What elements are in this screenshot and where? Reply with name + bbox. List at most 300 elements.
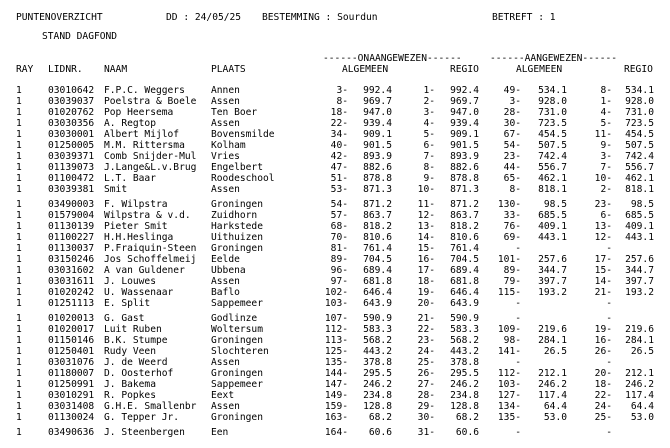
cell-a-gen-rank: -: [515, 313, 521, 324]
cell-name: Jos Schoffelmeij: [104, 254, 197, 265]
cell-a-gen-rank: 8-: [509, 184, 521, 195]
cell-na-gen-rank: 159-: [324, 401, 348, 412]
cell-ray: 1: [16, 96, 22, 107]
cell-name: H.H.Heslinga: [104, 232, 174, 243]
cell-a-gen-rank: 135-: [497, 412, 521, 423]
table-row: [0, 210, 670, 221]
cell-a-reg-score: 26.5: [630, 346, 654, 357]
table-row: [0, 107, 670, 118]
cell-na-reg-score: 969.7: [450, 96, 479, 107]
cell-na-reg-score: 643.9: [450, 298, 479, 309]
cell-ray: 1: [16, 162, 22, 173]
cell-na-reg-rank: 2-: [423, 96, 435, 107]
cell-na-reg-score: 246.2: [450, 379, 479, 390]
cell-na-reg-score: 234.8: [450, 390, 479, 401]
cell-name: U. Wassenaar: [104, 287, 174, 298]
table-row: [0, 254, 670, 265]
cell-place: Sappemeer: [211, 298, 263, 309]
cell-a-gen-score: 818.1: [538, 184, 567, 195]
cell-name: Poelstra & Boele: [104, 96, 197, 107]
table-row: [0, 379, 670, 390]
cell-na-reg-rank: 31-: [417, 427, 435, 438]
cell-ray: 1: [16, 129, 22, 140]
cell-a-gen-score: 53.0: [543, 412, 567, 423]
cell-ray: 1: [16, 346, 22, 357]
cell-a-reg-rank: 16-: [594, 335, 612, 346]
cell-na-reg-rank: 29-: [417, 401, 435, 412]
cell-na-reg-rank: 14-: [417, 232, 435, 243]
cell-a-reg-rank: 5-: [600, 118, 612, 129]
cell-na-gen-rank: 147-: [324, 379, 348, 390]
cell-na-gen-rank: 8-: [336, 96, 348, 107]
cell-a-gen-rank: 127-: [497, 390, 521, 401]
cell-member-no: 03039381: [48, 184, 95, 195]
table-row: [0, 427, 670, 438]
report-title: PUNTENOVERZICHT: [16, 12, 103, 23]
cell-a-gen-score: 117.4: [538, 390, 567, 401]
cell-ray: 1: [16, 368, 22, 379]
cell-member-no: 01100227: [48, 232, 95, 243]
cell-a-reg-rank: 2-: [600, 184, 612, 195]
cell-a-gen-score: 284.1: [538, 335, 567, 346]
cell-na-reg-score: 901.5: [450, 140, 479, 151]
cell-a-gen-rank: 89-: [503, 265, 521, 276]
cell-na-gen-rank: 22-: [330, 118, 348, 129]
cell-na-gen-rank: 144-: [324, 368, 348, 379]
cell-a-reg-rank: 21-: [594, 287, 612, 298]
cell-a-reg-rank: 19-: [594, 324, 612, 335]
cell-place: Assen: [211, 184, 240, 195]
table-row: [0, 129, 670, 140]
cell-a-reg-rank: -: [606, 298, 612, 309]
cell-a-reg-score: 742.4: [625, 151, 654, 162]
cell-a-gen-rank: 28-: [503, 107, 521, 118]
table-row: [0, 401, 670, 412]
cell-a-reg-score: 928.0: [625, 96, 654, 107]
cell-place: Assen: [211, 401, 240, 412]
table-row: [0, 173, 670, 184]
cell-place: Assen: [211, 118, 240, 129]
cell-a-reg-score: 193.2: [625, 287, 654, 298]
cell-member-no: 03150246: [48, 254, 95, 265]
cell-a-reg-score: 117.4: [625, 390, 654, 401]
cell-a-reg-score: 257.6: [625, 254, 654, 265]
cell-ray: 1: [16, 232, 22, 243]
cell-place: Slochteren: [211, 346, 269, 357]
cell-a-reg-rank: -: [606, 243, 612, 254]
cell-place: Groningen: [211, 243, 263, 254]
cell-na-reg-score: 893.9: [450, 151, 479, 162]
cell-na-reg-rank: 27-: [417, 379, 435, 390]
cell-na-reg-score: 443.2: [450, 346, 479, 357]
cell-member-no: 03031408: [48, 401, 95, 412]
cell-name: Comb Snijder-Mul: [104, 151, 197, 162]
cell-name: G. Gast: [104, 313, 145, 324]
cell-a-reg-score: 212.1: [625, 368, 654, 379]
cell-place: Assen: [211, 357, 240, 368]
cell-na-gen-score: 68.2: [368, 412, 392, 423]
cell-na-reg-rank: 17-: [417, 265, 435, 276]
cell-ray: 1: [16, 390, 22, 401]
cell-na-gen-score: 246.2: [363, 379, 392, 390]
cell-na-reg-rank: 25-: [417, 357, 435, 368]
cell-na-gen-rank: 51-: [330, 173, 348, 184]
table-row: [0, 162, 670, 173]
cell-member-no: 03031076: [48, 357, 95, 368]
cell-na-reg-rank: 9-: [423, 173, 435, 184]
cell-na-gen-score: 882.6: [363, 162, 392, 173]
cell-na-reg-score: 128.8: [450, 401, 479, 412]
cell-na-reg-rank: 19-: [417, 287, 435, 298]
cell-na-reg-score: 295.5: [450, 368, 479, 379]
cell-place: Een: [211, 427, 229, 438]
cell-a-gen-rank: 44-: [503, 162, 521, 173]
table-row: [0, 368, 670, 379]
cell-na-gen-score: 643.9: [363, 298, 392, 309]
col-header-name: NAAM: [104, 64, 128, 75]
cell-na-gen-rank: 97-: [330, 276, 348, 287]
cell-name: Luit Ruben: [104, 324, 162, 335]
cell-a-gen-score: 212.1: [538, 368, 567, 379]
cell-a-gen-rank: 49-: [503, 85, 521, 96]
cell-ray: 1: [16, 221, 22, 232]
cell-a-gen-rank: -: [515, 298, 521, 309]
cell-a-gen-score: 246.2: [538, 379, 567, 390]
cell-a-reg-rank: 1-: [600, 96, 612, 107]
cell-na-gen-rank: 34-: [330, 129, 348, 140]
cell-member-no: 01130024: [48, 412, 95, 423]
cell-a-reg-rank: 3-: [600, 151, 612, 162]
cell-member-no: 01020242: [48, 287, 95, 298]
cell-member-no: 01130037: [48, 243, 95, 254]
cell-ray: 1: [16, 210, 22, 221]
cell-na-gen-score: 818.2: [363, 221, 392, 232]
cell-a-reg-rank: -: [606, 313, 612, 324]
cell-ray: 1: [16, 276, 22, 287]
cell-a-reg-rank: 25-: [594, 412, 612, 423]
cell-member-no: 01130139: [48, 221, 95, 232]
cell-na-gen-rank: 47-: [330, 162, 348, 173]
cell-a-reg-score: 344.7: [625, 265, 654, 276]
cell-a-gen-rank: 109-: [497, 324, 521, 335]
cell-a-gen-score: 257.6: [538, 254, 567, 265]
cell-na-gen-rank: 54-: [330, 199, 348, 210]
cell-a-gen-rank: -: [515, 357, 521, 368]
table-row: [0, 390, 670, 401]
col-header-na-general: ALGEMEEN: [342, 64, 389, 75]
cell-a-gen-rank: 115-: [497, 287, 521, 298]
cell-na-gen-score: 378.8: [363, 357, 392, 368]
cell-na-gen-score: 893.9: [363, 151, 392, 162]
cell-na-gen-rank: 125-: [324, 346, 348, 357]
cell-a-gen-rank: 3-: [509, 96, 521, 107]
cell-name: P.Fraiquin-Steen: [104, 243, 197, 254]
cell-na-gen-rank: 3-: [336, 85, 348, 96]
cell-na-gen-score: 947.0: [363, 107, 392, 118]
cell-a-gen-rank: 98-: [503, 335, 521, 346]
cell-ray: 1: [16, 357, 22, 368]
cell-ray: 1: [16, 379, 22, 390]
cell-a-gen-rank: 112-: [497, 368, 521, 379]
cell-ray: 1: [16, 265, 22, 276]
cell-member-no: 01020017: [48, 324, 95, 335]
cell-name: Wilpstra & v.d.: [104, 210, 191, 221]
cell-na-reg-rank: 4-: [423, 118, 435, 129]
cell-ray: 1: [16, 184, 22, 195]
cell-na-gen-score: 909.1: [363, 129, 392, 140]
cell-name: G.H.E. Smallenbr: [104, 401, 197, 412]
cell-place: Bovensmilde: [211, 129, 275, 140]
table-row: [0, 265, 670, 276]
cell-na-reg-score: 939.4: [450, 118, 479, 129]
cell-ray: 1: [16, 427, 22, 438]
cell-na-gen-score: 992.4: [363, 85, 392, 96]
cell-na-gen-rank: 42-: [330, 151, 348, 162]
cell-a-gen-score: 397.7: [538, 276, 567, 287]
table-row: [0, 357, 670, 368]
cell-a-gen-score: 462.1: [538, 173, 567, 184]
cell-na-reg-score: 378.8: [450, 357, 479, 368]
cell-na-gen-rank: 53-: [330, 184, 348, 195]
cell-na-gen-score: 295.5: [363, 368, 392, 379]
cell-a-gen-rank: 101-: [497, 254, 521, 265]
cell-name: J.Lange&L.v.Brug: [104, 162, 197, 173]
cell-na-gen-rank: 81-: [330, 243, 348, 254]
cell-na-gen-rank: 112-: [324, 324, 348, 335]
cell-a-reg-rank: 17-: [594, 254, 612, 265]
table-row: [0, 221, 670, 232]
cell-na-reg-score: 818.2: [450, 221, 479, 232]
cell-na-gen-rank: 57-: [330, 210, 348, 221]
cell-a-gen-rank: 130-: [497, 199, 521, 210]
cell-na-gen-rank: 70-: [330, 232, 348, 243]
cell-name: J. Louwes: [104, 276, 156, 287]
cell-place: Ubbena: [211, 265, 246, 276]
col-header-ray: RAY: [16, 64, 34, 75]
cell-place: Baflo: [211, 287, 240, 298]
cell-a-reg-rank: 11-: [594, 129, 612, 140]
cell-a-gen-score: 26.5: [543, 346, 567, 357]
cell-name: R. Popkes: [104, 390, 156, 401]
cell-na-reg-score: 871.2: [450, 199, 479, 210]
cell-ray: 1: [16, 412, 22, 423]
cell-na-gen-rank: 18-: [330, 107, 348, 118]
cell-na-gen-rank: 149-: [324, 390, 348, 401]
cell-a-reg-rank: 12-: [594, 232, 612, 243]
cell-name: Pop Heersema: [104, 107, 174, 118]
cell-a-gen-rank: 103-: [497, 379, 521, 390]
cell-na-gen-score: 568.2: [363, 335, 392, 346]
cell-ray: 1: [16, 140, 22, 151]
cell-place: Groningen: [211, 199, 263, 210]
cell-a-reg-score: 246.2: [625, 379, 654, 390]
cell-na-reg-score: 810.6: [450, 232, 479, 243]
cell-a-gen-rank: 69-: [503, 232, 521, 243]
cell-name: E. Split: [104, 298, 151, 309]
cell-a-reg-rank: 8-: [600, 85, 612, 96]
cell-place: Eelde: [211, 254, 240, 265]
cell-ray: 1: [16, 173, 22, 184]
cell-na-reg-rank: 18-: [417, 276, 435, 287]
cell-a-reg-score: 556.7: [625, 162, 654, 173]
cell-a-reg-score: 53.0: [630, 412, 654, 423]
cell-member-no: 03030001: [48, 129, 95, 140]
cell-a-gen-score: 731.0: [538, 107, 567, 118]
cell-a-reg-rank: 6-: [600, 210, 612, 221]
table-row: [0, 324, 670, 335]
table-row: [0, 184, 670, 195]
table-row: [0, 287, 670, 298]
cell-a-reg-rank: 10-: [594, 173, 612, 184]
cell-place: Harkstede: [211, 221, 263, 232]
cell-na-gen-rank: 102-: [324, 287, 348, 298]
cell-a-reg-score: 443.1: [625, 232, 654, 243]
table-row: [0, 96, 670, 107]
cell-a-reg-score: 818.1: [625, 184, 654, 195]
group-header-not-designated: ------ONAANGEWEZEN------: [323, 53, 462, 64]
cell-name: Smit: [104, 184, 128, 195]
cell-na-gen-rank: 164-: [324, 427, 348, 438]
cell-na-reg-score: 681.8: [450, 276, 479, 287]
cell-name: B.K. Stumpe: [104, 335, 168, 346]
cell-na-gen-rank: 89-: [330, 254, 348, 265]
cell-a-reg-rank: 23-: [594, 199, 612, 210]
cell-a-gen-score: 685.5: [538, 210, 567, 221]
cell-a-gen-score: 723.5: [538, 118, 567, 129]
cell-na-reg-rank: 23-: [417, 335, 435, 346]
cell-member-no: 03490636: [48, 427, 95, 438]
cell-name: J. de Weerd: [104, 357, 168, 368]
cell-name: A. Regtop: [104, 118, 156, 129]
cell-ray: 1: [16, 85, 22, 96]
cell-na-gen-score: 878.8: [363, 173, 392, 184]
cell-na-reg-score: 909.1: [450, 129, 479, 140]
cell-a-gen-score: 344.7: [538, 265, 567, 276]
cell-na-gen-rank: 103-: [324, 298, 348, 309]
cell-na-reg-rank: 21-: [417, 313, 435, 324]
cell-na-gen-rank: 113-: [324, 335, 348, 346]
table-row: [0, 151, 670, 162]
table-row: [0, 85, 670, 96]
cell-na-reg-score: 761.4: [450, 243, 479, 254]
cell-a-reg-score: 284.1: [625, 335, 654, 346]
cell-a-gen-rank: -: [515, 427, 521, 438]
cell-na-reg-score: 689.4: [450, 265, 479, 276]
cell-na-gen-score: 761.4: [363, 243, 392, 254]
cell-ray: 1: [16, 118, 22, 129]
cell-a-reg-score: 685.5: [625, 210, 654, 221]
cell-na-reg-rank: 10-: [417, 184, 435, 195]
table-row: [0, 412, 670, 423]
cell-place: Godlinze: [211, 313, 258, 324]
cell-na-reg-rank: 1-: [423, 85, 435, 96]
cell-a-reg-score: 534.1: [625, 85, 654, 96]
cell-a-gen-rank: 33-: [503, 210, 521, 221]
cell-na-reg-score: 68.2: [455, 412, 479, 423]
cell-na-gen-rank: 135-: [324, 357, 348, 368]
cell-member-no: 01250991: [48, 379, 95, 390]
cell-ray: 1: [16, 151, 22, 162]
cell-member-no: 01020762: [48, 107, 95, 118]
cell-a-gen-score: 928.0: [538, 96, 567, 107]
cell-a-gen-score: 193.2: [538, 287, 567, 298]
cell-place: Eext: [211, 390, 235, 401]
cell-a-reg-rank: -: [606, 427, 612, 438]
cell-a-gen-rank: 65-: [503, 173, 521, 184]
cell-place: Groningen: [211, 368, 263, 379]
cell-name: M.M. Rittersma: [104, 140, 185, 151]
cell-ray: 1: [16, 199, 22, 210]
cell-na-reg-rank: 8-: [423, 162, 435, 173]
cell-a-gen-rank: 79-: [503, 276, 521, 287]
cell-member-no: 01180007: [48, 368, 95, 379]
cell-a-reg-score: 731.0: [625, 107, 654, 118]
cell-na-reg-rank: 22-: [417, 324, 435, 335]
table-row: [0, 118, 670, 129]
cell-name: F. Wilpstra: [104, 199, 168, 210]
cell-a-reg-score: 219.6: [625, 324, 654, 335]
cell-a-gen-rank: 134-: [497, 401, 521, 412]
cell-member-no: 01020013: [48, 313, 95, 324]
cell-a-reg-rank: 9-: [600, 140, 612, 151]
cell-place: Engelbert: [211, 162, 263, 173]
cell-na-gen-score: 939.4: [363, 118, 392, 129]
table-row: [0, 232, 670, 243]
cell-a-reg-score: 454.5: [625, 129, 654, 140]
cell-na-reg-rank: 13-: [417, 221, 435, 232]
cell-na-gen-rank: 68-: [330, 221, 348, 232]
cell-a-reg-rank: 7-: [600, 162, 612, 173]
cell-place: Groningen: [211, 412, 263, 423]
cell-a-gen-rank: -: [515, 243, 521, 254]
col-header-a-region: REGIO: [624, 64, 653, 75]
report-date: DD : 24/05/25: [166, 12, 242, 23]
cell-na-reg-rank: 12-: [417, 210, 435, 221]
cell-a-gen-score: 409.1: [538, 221, 567, 232]
cell-a-reg-rank: 13-: [594, 221, 612, 232]
cell-a-reg-rank: 20-: [594, 368, 612, 379]
cell-name: G. Tepper Jr.: [104, 412, 180, 423]
table-row: [0, 298, 670, 309]
cell-na-reg-score: 992.4: [450, 85, 479, 96]
cell-place: Zuidhorn: [211, 210, 258, 221]
cell-member-no: 01251113: [48, 298, 95, 309]
cell-na-reg-score: 947.0: [450, 107, 479, 118]
cell-a-reg-score: 462.1: [625, 173, 654, 184]
cell-member-no: 01139073: [48, 162, 95, 173]
cell-a-reg-score: 723.5: [625, 118, 654, 129]
cell-na-reg-score: 583.3: [450, 324, 479, 335]
cell-na-reg-score: 878.8: [450, 173, 479, 184]
cell-member-no: 03031602: [48, 265, 95, 276]
cell-na-gen-score: 590.9: [363, 313, 392, 324]
cell-member-no: 01250401: [48, 346, 95, 357]
group-header-designated: ------AANGEWEZEN------: [490, 53, 618, 64]
cell-a-reg-rank: -: [606, 357, 612, 368]
cell-a-gen-rank: 54-: [503, 140, 521, 151]
cell-a-gen-rank: 141-: [497, 346, 521, 357]
cell-a-reg-rank: 4-: [600, 107, 612, 118]
cell-na-reg-rank: 16-: [417, 254, 435, 265]
cell-place: Assen: [211, 96, 240, 107]
cell-a-reg-rank: 22-: [594, 390, 612, 401]
report-subtitle: STAND DAGFOND: [42, 31, 118, 42]
cell-member-no: 01100472: [48, 173, 95, 184]
cell-na-gen-score: 681.8: [363, 276, 392, 287]
cell-na-gen-score: 871.3: [363, 184, 392, 195]
cell-na-reg-score: 882.6: [450, 162, 479, 173]
cell-ray: 1: [16, 401, 22, 412]
